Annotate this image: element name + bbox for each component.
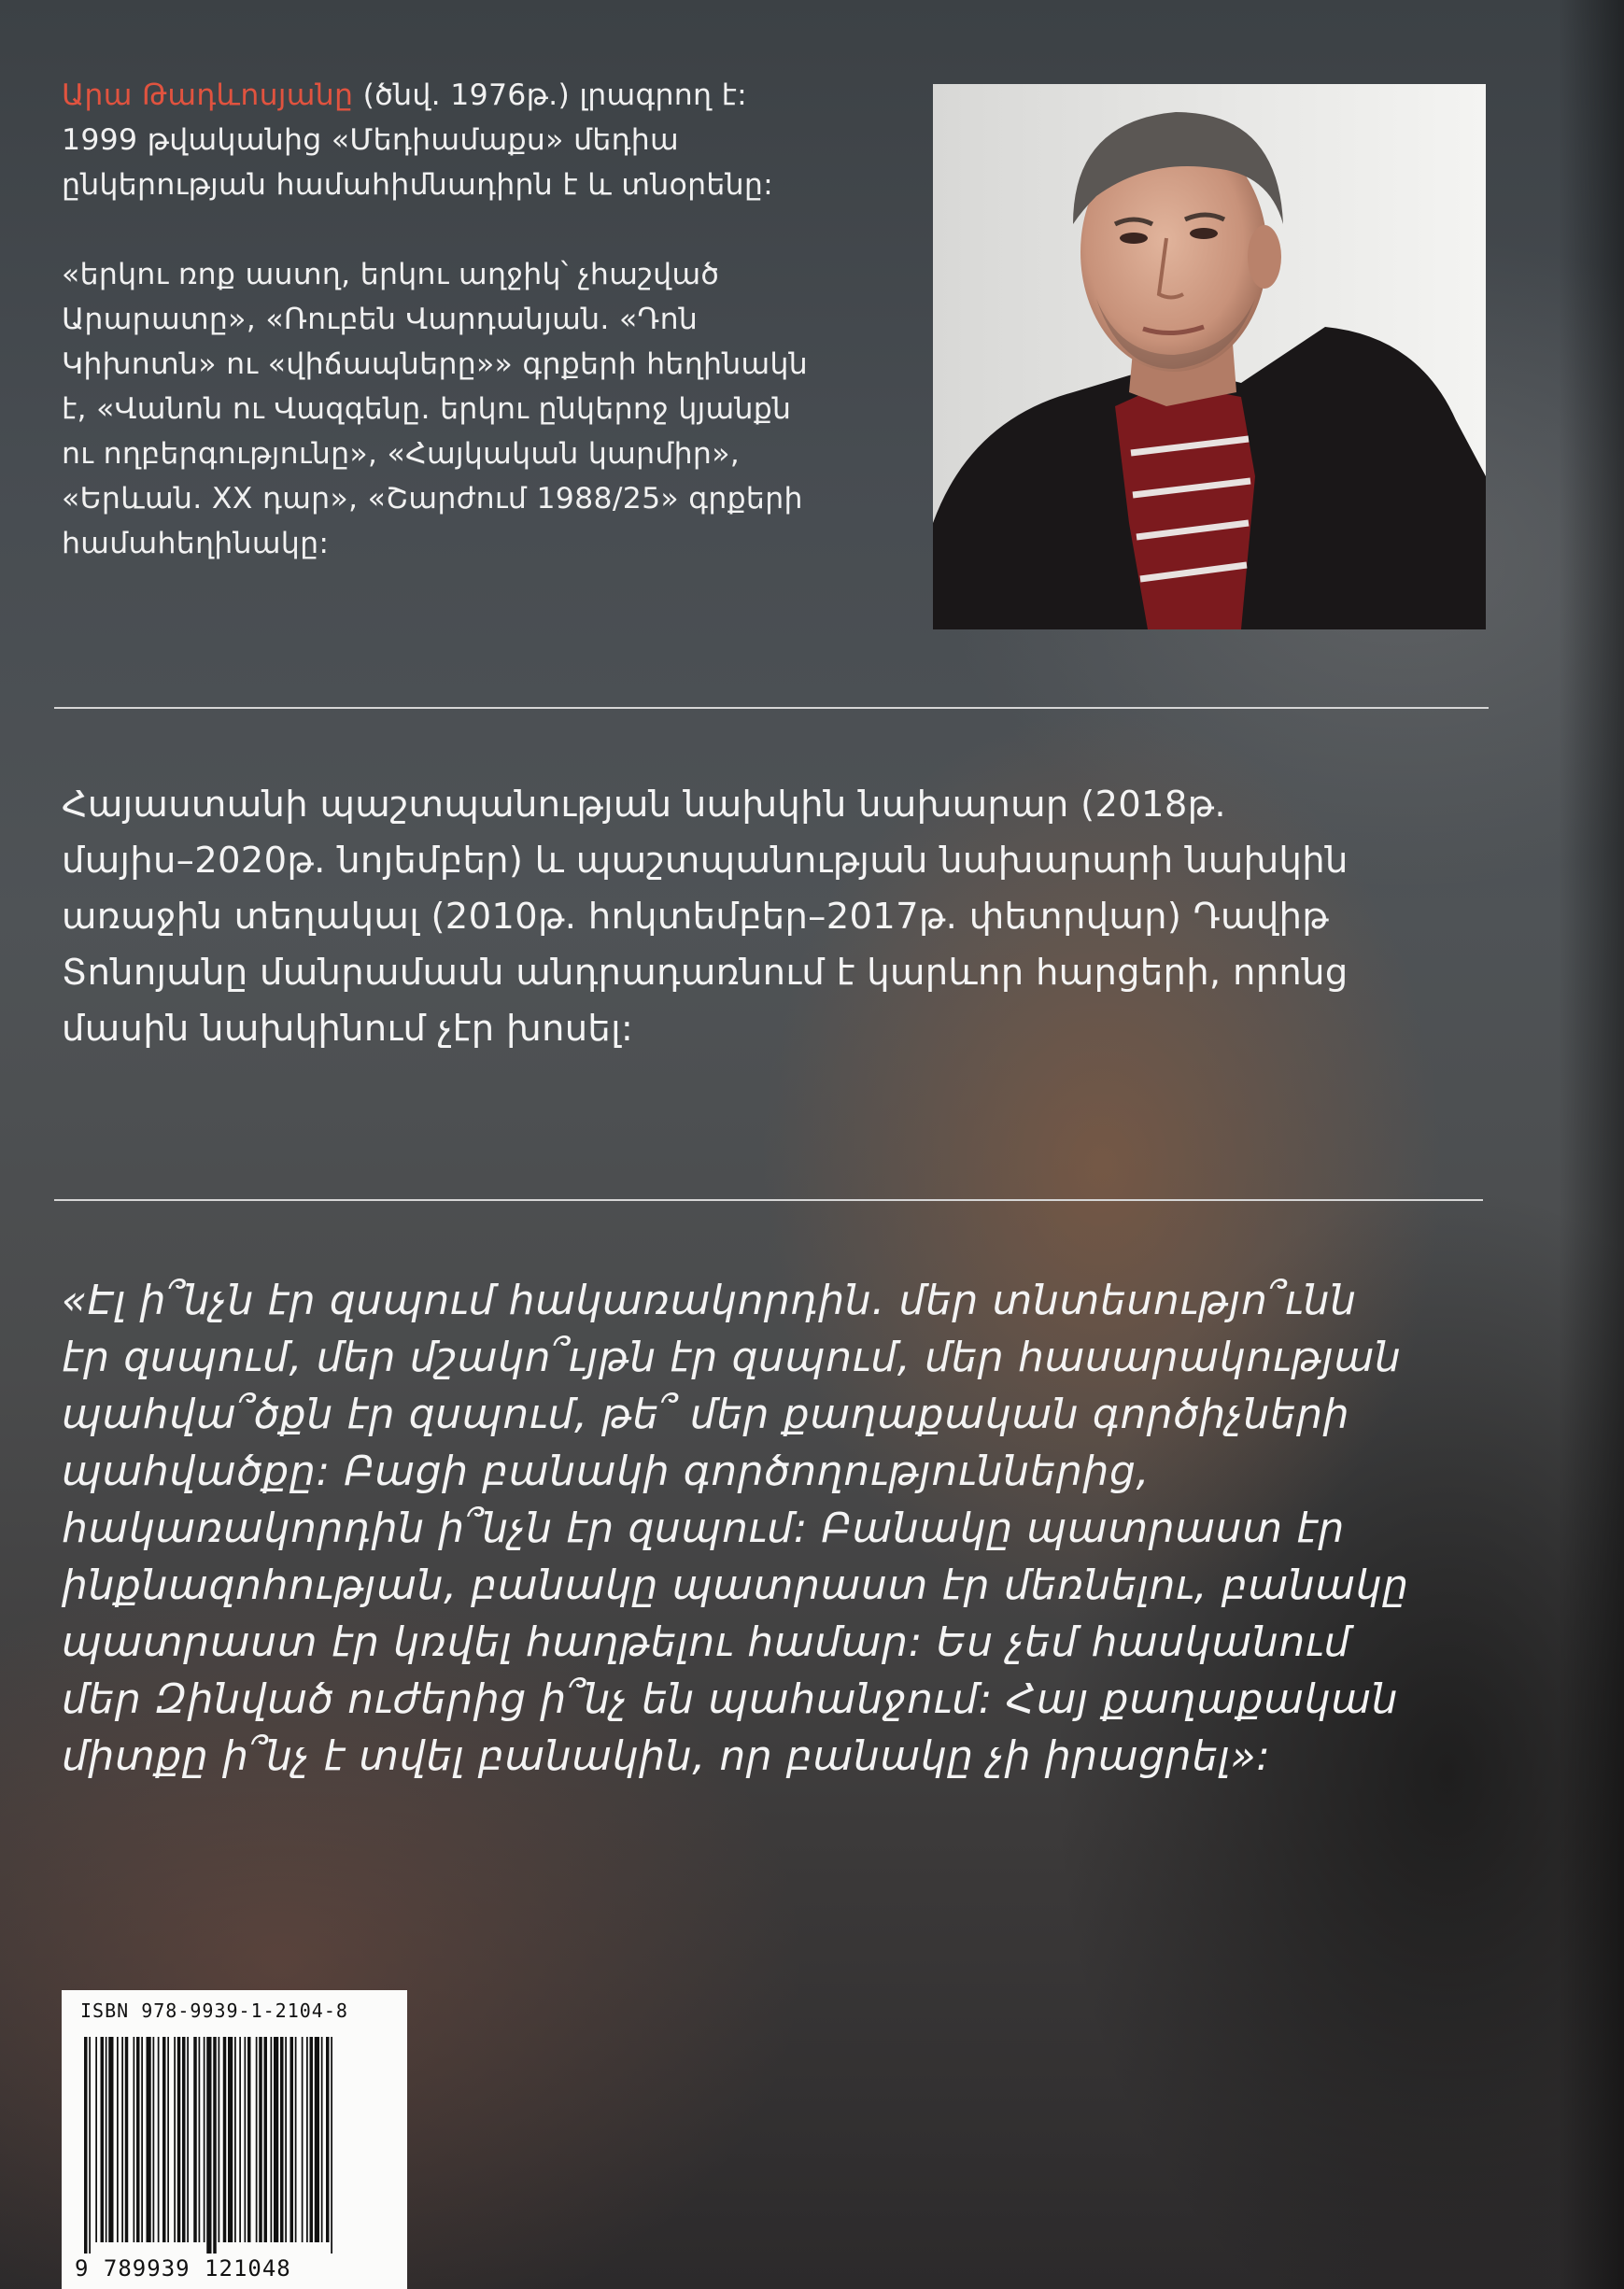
barcode-bar xyxy=(177,2037,181,2242)
barcode-bar xyxy=(315,2037,319,2242)
barcode-bar xyxy=(223,2037,227,2242)
author-bio xyxy=(62,73,883,566)
barcode-bar xyxy=(101,2037,105,2242)
barcode-bar xyxy=(95,2037,97,2242)
barcode-bar xyxy=(89,2037,91,2254)
barcode-bar xyxy=(331,2037,332,2254)
bio-works-line: «Երևան. XX դար», «Շարժում 1988/25» գրքերի xyxy=(62,482,803,516)
barcode-bar xyxy=(174,2037,176,2242)
quote-line: հակառակորդին ի՞նչն էր զսպում: Բանակը պատրաստ էր xyxy=(62,1505,1345,1552)
bio-line-1 xyxy=(62,73,883,118)
barcode-bar xyxy=(187,2037,189,2242)
barcode-bar xyxy=(219,2037,220,2242)
quote-line: պահվածքը: Բացի բանակի գործողություններից, xyxy=(62,1448,1151,1495)
author-photo xyxy=(933,84,1486,629)
summary-line: Տոնոյանը մանրամասն անդրադառնում է կարևոր հարցերի, որոնց xyxy=(62,952,1349,994)
barcode-bar xyxy=(84,2037,88,2254)
barcode-bar xyxy=(213,2037,217,2254)
barcode-bar xyxy=(247,2037,251,2242)
summary-line: առաջին տեղակալ (2010թ. հոկտեմբեր–2017թ. փետրվար) Դավիթ xyxy=(62,896,1329,938)
barcode-bar xyxy=(326,2037,330,2242)
barcode-bar xyxy=(306,2037,308,2242)
barcode-bar xyxy=(239,2037,241,2242)
book-quote xyxy=(62,1272,1518,1785)
barcode-bar xyxy=(162,2037,166,2242)
barcode-bar xyxy=(264,2037,268,2242)
barcode-bar xyxy=(106,2037,107,2242)
barcode-bar xyxy=(136,2037,140,2242)
divider-top xyxy=(54,707,1489,709)
bio-works-line: է, «Վանոն ու Վազգենը. երկու ընկերոջ կյանքն xyxy=(62,392,792,426)
barcode-bar xyxy=(285,2037,287,2242)
summary-line: մայիս–2020թ. նոյեմբեր) և պաշտպանության նախարարի նախկին xyxy=(62,840,1349,882)
barcode-bar xyxy=(256,2037,258,2242)
barcode-bar xyxy=(259,2037,262,2242)
bio-line-3: ընկերության համահիմնադիրն է և տնօրենը: xyxy=(62,168,774,202)
summary-line: մասին նախկինում չէր խոսել: xyxy=(62,1008,634,1050)
book-summary xyxy=(62,777,1500,1057)
cover-edge-shadow xyxy=(1559,0,1624,2289)
barcode-bar xyxy=(290,2037,294,2242)
barcode-bar xyxy=(158,2037,160,2242)
barcode-bar xyxy=(274,2037,278,2242)
barcode-bar xyxy=(206,2037,211,2254)
barcode-bar xyxy=(271,2037,273,2242)
quote-line: միտքը ի՞նչ է տվել բանակին, որ բանակը չի իրացրել»: xyxy=(62,1732,1271,1780)
barcode-bar xyxy=(302,2037,304,2242)
barcode-bar xyxy=(117,2037,119,2242)
quote-line: պատրաստ էր կռվել հաղթելու համար: Ես չեմ հասկանում xyxy=(62,1618,1351,1666)
barcode-bar xyxy=(125,2037,129,2242)
isbn-digits: 9 789939 121048 xyxy=(75,2255,291,2282)
barcode-bar xyxy=(193,2037,197,2242)
barcode-bar xyxy=(204,2037,205,2242)
isbn-label: ISBN 978-9939-1-2104-8 xyxy=(80,1999,348,2022)
barcode-bar xyxy=(234,2037,236,2242)
isbn-barcode-box xyxy=(62,1990,407,2289)
barcode-bar xyxy=(141,2037,143,2242)
barcode-bar xyxy=(134,2037,135,2242)
summary-line: Հայաստանի պաշտպանության նախկին նախարար (2018թ. xyxy=(62,784,1226,826)
bio-works-line: «երկու ռոք աստղ, երկու աղջիկ՝ չհաշված xyxy=(62,258,720,291)
divider-middle xyxy=(54,1199,1483,1201)
barcode-bar xyxy=(153,2037,155,2242)
quote-line: պահվա՞ծքն էր զսպում, թե՞ մեր քաղաքական գործիչների xyxy=(62,1391,1350,1438)
bio-line-2: 1999 թվականից «Մեդիամաքս» մեդիա xyxy=(62,123,680,157)
barcode-bar xyxy=(121,2037,123,2242)
barcode-bar xyxy=(245,2037,247,2242)
bio-works-line: ու ողբերգությունը», «Հայկական կարմիր», xyxy=(62,437,741,471)
barcode-bar xyxy=(321,2037,323,2242)
quote-line: «Էլ ի՞նչն էր զսպում հակառակորդին. մեր տնտեսությո՞ւնն xyxy=(62,1277,1357,1324)
quote-line: էր զսպում, մեր մշակո՞ւյթն էր զսպում, մեր հասարակության xyxy=(62,1334,1402,1381)
barcode-bar xyxy=(199,2037,201,2242)
author-birth: (ծնվ. 1976թ.) լրագրող է: xyxy=(353,78,748,112)
barcode-bar xyxy=(228,2037,233,2242)
quote-line: ինքնազոհության, բանակը պատրաստ էր մեռնելու, բանակը xyxy=(62,1561,1409,1609)
bio-works-line: համահեղինակը: xyxy=(62,527,330,560)
bio-works-line: Արարատը», «Ռուբեն Վարդանյան. «Դոն xyxy=(62,303,699,336)
quote-line: մեր Զինված ուժերից ի՞նչ են պահանջում: Հայ քաղաքական xyxy=(62,1675,1399,1723)
author-name: Արա Թադևոսյանը xyxy=(62,78,354,112)
barcode-bar xyxy=(167,2037,169,2242)
barcode-bar xyxy=(147,2037,151,2242)
barcode-bar xyxy=(310,2037,314,2242)
barcode-bar xyxy=(295,2037,297,2242)
barcode-icon xyxy=(84,2037,385,2254)
bio-works-line: Կիխոտն» ու «վիճապները»» գրքերի հեղինակն xyxy=(62,347,809,381)
barcode-bar xyxy=(280,2037,284,2242)
barcode-bar xyxy=(108,2037,113,2242)
barcode-bar xyxy=(182,2037,186,2242)
